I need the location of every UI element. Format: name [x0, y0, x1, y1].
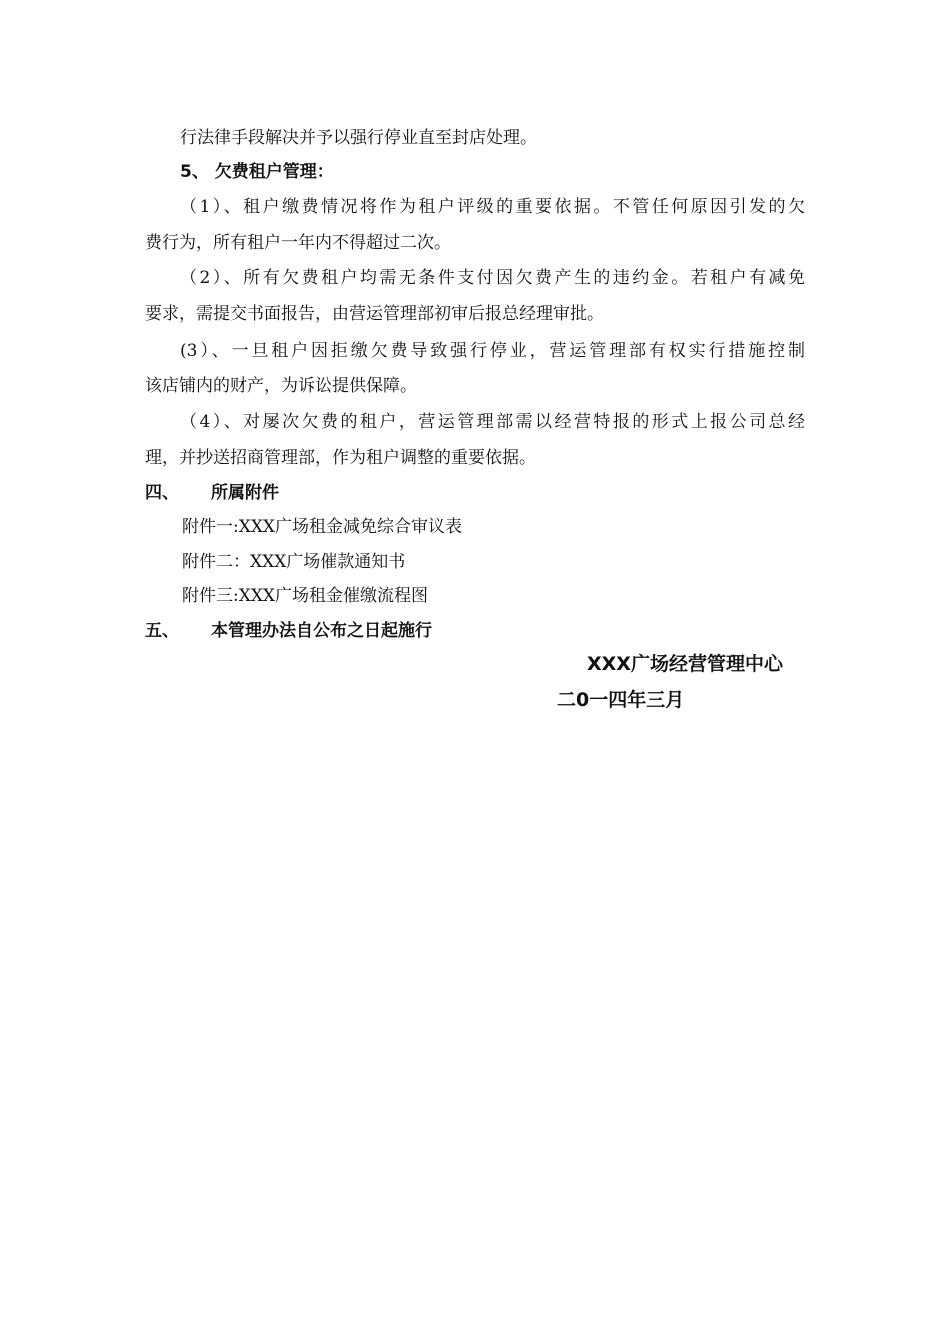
- item-2-line-1: （2）、所有欠费租户均需无条件支付因欠费产生的违约金。若租户有减免: [180, 268, 805, 288]
- item-1-line-1: （1）、租户缴费情况将作为租户评级的重要依据。不管任何原因引发的欠: [180, 197, 805, 217]
- section-5-heading: 5、 欠费租户管理：: [180, 162, 334, 182]
- item-1-line-2: 费行为，所有租户一年内不得超过二次。: [145, 233, 451, 253]
- signature-date: 二0一四年三月: [557, 689, 685, 711]
- item-3-line-1: (3）、一旦租户因拒缴欠费导致强行停业，营运管理部有权实行措施控制: [180, 341, 805, 361]
- section-4-number: 四、: [145, 483, 179, 503]
- item-3-line-2: 该店铺内的财产，为诉讼提供保障。: [145, 376, 417, 396]
- section-5b-number: 五、: [145, 621, 179, 641]
- section-5b-title: 本管理办法自公布之日起施行: [211, 621, 432, 641]
- attachment-2: 附件二：XXX广场催款通知书: [182, 552, 406, 572]
- item-4-line-2: 理，并抄送招商管理部，作为租户调整的重要依据。: [145, 448, 536, 468]
- attachment-1: 附件一:XXX广场租金减免综合审议表: [182, 517, 463, 537]
- attachment-3: 附件三:XXX广场租金催缴流程图: [182, 586, 429, 606]
- item-2-line-2: 要求，需提交书面报告，由营运管理部初审后报总经理审批。: [145, 304, 604, 324]
- signature-organization: XXX广场经营管理中心: [587, 653, 783, 675]
- continuation-line: 行法律手段解决并予以强行停业直至封店处理。: [180, 128, 537, 148]
- item-4-line-1: （4）、对屡次欠费的租户，营运管理部需以经营特报的形式上报公司总经: [180, 412, 805, 432]
- section-4-title: 所属附件: [211, 483, 279, 503]
